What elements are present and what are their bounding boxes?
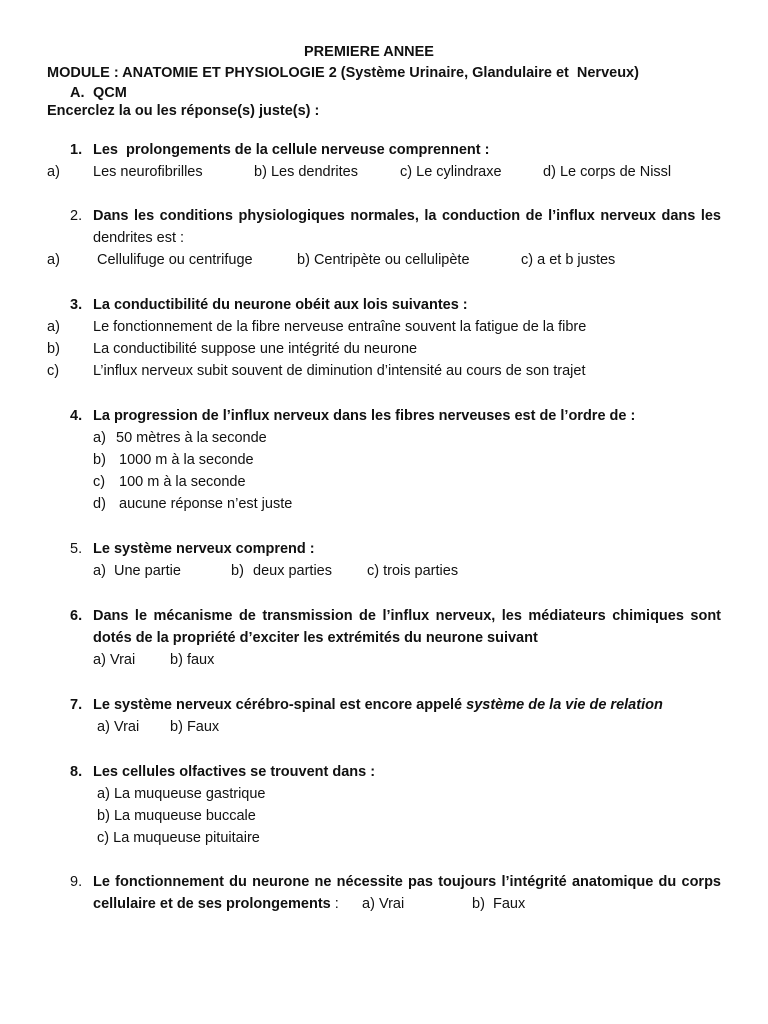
question-text: Les cellules olfactives se trouvent dans :: [93, 764, 376, 780]
question-text: Les prolongements de la cellule nerveuse comprennent :: [93, 142, 490, 158]
option-letter: c): [521, 252, 534, 268]
option-letter: c): [93, 474, 106, 490]
option-a: [97, 716, 139, 738]
option-d: [543, 161, 671, 183]
question-text-line: [93, 694, 663, 716]
option-letter: b): [254, 164, 267, 180]
option-c: [367, 560, 458, 582]
question-3: [0, 294, 768, 379]
question-text: Dans les conditions physiologiques normales, la conduction de l’influx nerveux dans les: [93, 208, 721, 224]
question-4: [0, 405, 768, 512]
option-letter: a): [362, 896, 375, 912]
option-text: La muqueuse buccale: [113, 808, 256, 824]
option-letter: b): [97, 808, 110, 824]
option-letter: c): [47, 363, 60, 379]
question-7: [0, 694, 768, 735]
question-number: 1.: [70, 142, 83, 158]
question-number: 4.: [70, 408, 83, 424]
option-text: Une partie: [114, 563, 181, 579]
option-text: Les neurofibrilles: [93, 164, 203, 180]
option-a: [93, 649, 135, 671]
option-b: [170, 716, 219, 738]
question-1: [0, 139, 768, 180]
question-number: 3.: [70, 297, 83, 313]
option-text: Faux: [186, 719, 220, 735]
section-title: QCM: [93, 85, 127, 101]
section-letter: A.: [70, 85, 85, 101]
year-heading: PREMIERE ANNEE: [304, 44, 434, 60]
question-number: 6.: [70, 608, 83, 624]
question-5: [0, 538, 768, 579]
option-b: [97, 805, 256, 827]
option-text: Vrai: [378, 896, 405, 912]
option-c: [97, 827, 260, 849]
question-number: 8.: [70, 764, 83, 780]
option-text: faux: [186, 652, 215, 668]
question-text-italic: système de la vie de relation: [466, 697, 663, 713]
question-number: 9.: [70, 874, 83, 890]
option-text: L’influx nerveux subit souvent de diminution d’intensité au cours de son trajet: [93, 363, 586, 379]
option-text: Les dendrites: [270, 164, 358, 180]
option-text: Centripète ou cellulipète: [313, 252, 470, 268]
option-letter: c): [367, 563, 380, 579]
question-text: Le système nerveux cérébro-spinal est encore appelé: [93, 697, 463, 713]
question-text: Le système nerveux comprend :: [93, 541, 315, 557]
question-text-continued: dendrites est :: [93, 230, 185, 246]
option-letter: b): [231, 563, 244, 579]
question-number: 7.: [70, 697, 83, 713]
option-text: La muqueuse pituitaire: [113, 830, 260, 846]
option-b: [297, 249, 470, 271]
question-8: [0, 761, 768, 846]
question-number: 2.: [70, 208, 83, 224]
option-letter: d): [93, 496, 106, 512]
option-b: [254, 161, 358, 183]
question-6: [0, 605, 768, 668]
option-text: Vrai: [113, 719, 140, 735]
option-letter: b): [170, 719, 183, 735]
option-text: 100 m à la seconde: [119, 474, 246, 490]
question-text: La progression de l’influx nerveux dans les fibres nerveuses est de l’ordre de :: [93, 408, 636, 424]
option-letter: a): [93, 430, 106, 446]
question-text-block: [93, 871, 721, 915]
option-text: a et b justes: [537, 252, 616, 268]
option-c: [521, 249, 615, 271]
option-letter: b): [472, 896, 485, 912]
option-letter: a): [93, 652, 106, 668]
question-number: 5.: [70, 541, 83, 557]
option-text: Cellulifuge ou centrifuge: [97, 252, 253, 268]
option-text: 50 mètres à la seconde: [116, 430, 267, 446]
option-b: [170, 649, 214, 671]
option-text: deux parties: [253, 563, 332, 579]
option-letter: d): [543, 164, 556, 180]
option-letter: a): [97, 786, 110, 802]
option-a: [97, 783, 266, 805]
question-text-block: [93, 205, 721, 249]
option-letter: a): [47, 319, 60, 335]
option-letter: b): [297, 252, 310, 268]
option-letter: b): [93, 452, 106, 468]
option-letter: a): [97, 719, 110, 735]
option-text: 1000 m à la seconde: [119, 452, 254, 468]
option-text: La conductibilité suppose une intégrité du neurone: [93, 341, 418, 357]
option-letter: c): [97, 830, 110, 846]
option-text: trois parties: [383, 563, 459, 579]
question-9: [0, 871, 768, 912]
question-2: [0, 205, 768, 268]
question-text: La conductibilité du neurone obéit aux lois suivantes :: [93, 297, 468, 313]
question-text-continued: :: [334, 896, 339, 912]
option-letter: a): [47, 252, 60, 268]
option-letter: a): [47, 164, 60, 180]
question-text: Le fonctionnement du neurone ne nécessite pas toujours l’intégrité anatomique du corps cellulaire et de ses prolongements: [93, 874, 721, 912]
option-text: Vrai: [109, 652, 136, 668]
module-title: MODULE : ANATOMIE ET PHYSIOLOGIE 2 (Système Urinaire, Glandulaire et Nerveux): [47, 65, 639, 81]
option-letter: a): [93, 563, 106, 579]
option-text: Le fonctionnement de la fibre nerveuse entraîne souvent la fatigue de la fibre: [93, 319, 587, 335]
option-letter: c): [400, 164, 413, 180]
option-letter: b): [47, 341, 60, 357]
option-letter: b): [170, 652, 183, 668]
option-text: La muqueuse gastrique: [113, 786, 266, 802]
option-text: Faux: [493, 896, 526, 912]
option-text: Le corps de Nissl: [559, 164, 672, 180]
option-c: [400, 161, 502, 183]
question-text: Dans le mécanisme de transmission de l’influx nerveux, les médiateurs chimiques sont dotés de la propriété d’exciter les extrémités du neurone suivant: [93, 608, 721, 646]
option-text: aucune réponse n’est juste: [119, 496, 293, 512]
option-text: Le cylindraxe: [416, 164, 502, 180]
option-a: [362, 893, 404, 915]
instruction: Encerclez la ou les réponse(s) juste(s) :: [47, 103, 320, 119]
